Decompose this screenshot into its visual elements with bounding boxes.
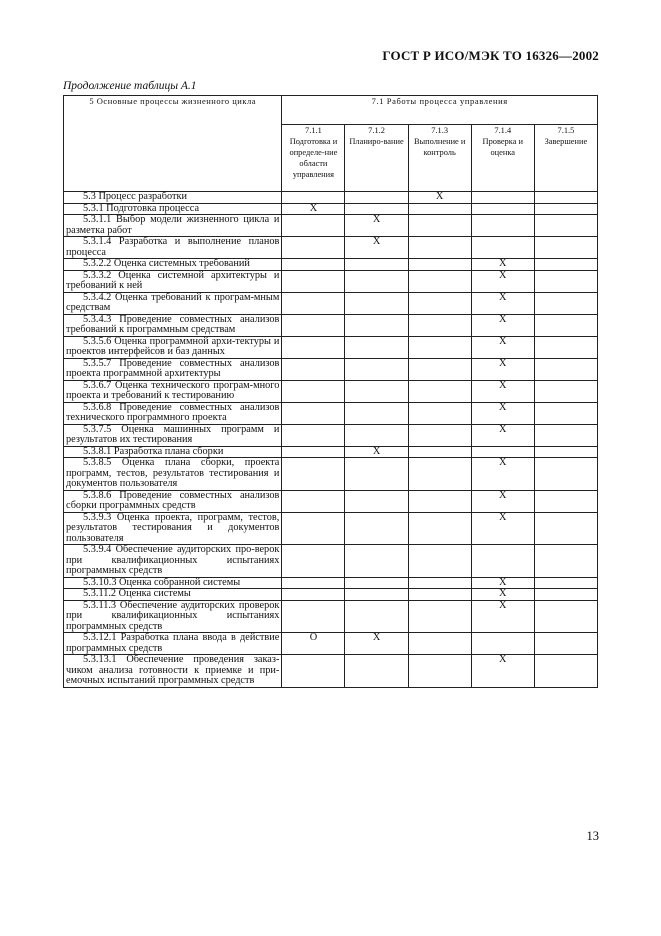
mark-cell: X [471, 259, 534, 271]
mark-cell: X [471, 490, 534, 512]
process-label: 5.3.8.1 Разработка плана сборки [64, 446, 282, 458]
mark-cell [282, 545, 345, 578]
table-row [64, 589, 598, 601]
process-label: 5.3.4.3 Проведение совместных анализов требований к программным средствам [64, 314, 282, 336]
activity-number: 7.1.2 [368, 126, 385, 135]
table-row [64, 336, 598, 358]
mark-cell [345, 270, 408, 292]
mark-cell: X [471, 600, 534, 633]
mark-cell [408, 633, 471, 655]
mark-cell [408, 490, 471, 512]
mark-cell [408, 512, 471, 545]
mark-cell: X [471, 292, 534, 314]
mark-cell [282, 380, 345, 402]
table-row [64, 490, 598, 512]
mark-cell [534, 458, 597, 491]
table-row [64, 259, 598, 271]
management-activities-header: 7.1 Работы процесса управления [282, 96, 598, 125]
mark-cell [534, 589, 597, 601]
mark-cell [534, 237, 597, 259]
mark-cell [345, 545, 408, 578]
mark-cell: X [471, 577, 534, 589]
mark-cell: X [471, 402, 534, 424]
table-row [64, 292, 598, 314]
mark-cell [345, 259, 408, 271]
mark-cell [282, 358, 345, 380]
mark-cell [282, 192, 345, 204]
mark-cell [534, 512, 597, 545]
process-label: 5.3.2.2 Оценка системных требований [64, 259, 282, 271]
mark-cell: X [345, 633, 408, 655]
mark-cell [345, 589, 408, 601]
mark-cell [534, 336, 597, 358]
mark-cell [534, 490, 597, 512]
mark-cell [534, 402, 597, 424]
process-label: 5.3.12.1 Разработка плана ввода в действие программных средств [64, 633, 282, 655]
mark-cell: X [471, 655, 534, 688]
mark-cell [534, 270, 597, 292]
mark-cell: X [471, 458, 534, 491]
mark-cell: X [471, 270, 534, 292]
mark-cell [408, 259, 471, 271]
mark-cell [282, 336, 345, 358]
process-label: 5.3 Процесс разработки [64, 192, 282, 204]
mark-cell [282, 270, 345, 292]
mark-cell [345, 336, 408, 358]
mark-cell [408, 600, 471, 633]
process-label: 5.3.1.1 Выбор модели жизненного цикла и разметка работ [64, 215, 282, 237]
mark-cell [534, 446, 597, 458]
mark-cell [471, 215, 534, 237]
table-row [64, 215, 598, 237]
activity-column-header [345, 125, 408, 192]
mark-cell: X [471, 336, 534, 358]
mark-cell [408, 545, 471, 578]
mark-cell [345, 490, 408, 512]
mark-cell [471, 446, 534, 458]
mark-cell [282, 600, 345, 633]
mark-cell [282, 314, 345, 336]
mark-cell [408, 655, 471, 688]
mark-cell [282, 237, 345, 259]
page-number: 13 [586, 829, 599, 843]
mark-cell [534, 314, 597, 336]
table-row [64, 512, 598, 545]
process-label: 5.3.9.4 Обеспечение аудиторских про-верок при квалификационных испытаниях программных средств [64, 545, 282, 578]
process-label: 5.3.6.8 Проведение совместных анализов технического программного проекта [64, 402, 282, 424]
table-row [64, 633, 598, 655]
process-label: 5.3.5.7 Проведение совместных анализов проекта программной архитектуры [64, 358, 282, 380]
process-label: 5.3.4.2 Оценка требований к програм-мным средствам [64, 292, 282, 314]
mark-cell [408, 458, 471, 491]
mark-cell [345, 358, 408, 380]
mark-cell [282, 655, 345, 688]
mark-cell [471, 237, 534, 259]
mark-cell: X [345, 446, 408, 458]
process-label: 5.3.13.1 Обеспечение проведения заказ-чиком анализа готовности к приемке и при-емочных испытаний программных средств [64, 655, 282, 688]
mark-cell [282, 577, 345, 589]
process-label: 5.3.3.2 Оценка системной архитектуры и требований к ней [64, 270, 282, 292]
process-column-header: 5 Основные процессы жизненного цикла [64, 96, 282, 192]
mark-cell [471, 203, 534, 215]
table-row [64, 655, 598, 688]
mark-cell [282, 512, 345, 545]
table-body [64, 192, 598, 688]
table-row [64, 270, 598, 292]
activity-column-header [282, 125, 345, 192]
mark-cell: X [471, 589, 534, 601]
mark-cell [408, 402, 471, 424]
mark-cell [345, 314, 408, 336]
table-row [64, 446, 598, 458]
mark-cell [282, 490, 345, 512]
mark-cell [534, 600, 597, 633]
mark-cell [408, 589, 471, 601]
mark-cell: X [345, 215, 408, 237]
process-label: 5.3.1 Подготовка процесса [64, 203, 282, 215]
mark-cell [471, 545, 534, 578]
activity-number: 7.1.1 [305, 126, 322, 135]
mark-cell [471, 192, 534, 204]
mark-cell [534, 424, 597, 446]
mark-cell [408, 446, 471, 458]
mark-cell [534, 633, 597, 655]
table-row [64, 600, 598, 633]
mark-cell [408, 336, 471, 358]
mark-cell [282, 446, 345, 458]
mark-cell [534, 192, 597, 204]
mark-cell [534, 292, 597, 314]
mark-cell [534, 545, 597, 578]
mark-cell [408, 292, 471, 314]
mark-cell: X [471, 380, 534, 402]
process-label: 5.3.5.6 Оценка программной архи-тектуры и проектов интерфейсов и баз данных [64, 336, 282, 358]
mark-cell [345, 402, 408, 424]
activity-column-header [534, 125, 597, 192]
mark-cell [534, 215, 597, 237]
process-label: 5.3.8.6 Проведение совместных анализов сборки программных средств [64, 490, 282, 512]
activity-title: Завершение [544, 137, 588, 146]
mark-cell [534, 577, 597, 589]
mark-cell [282, 292, 345, 314]
process-label: 5.3.10.3 Оценка собранной системы [64, 577, 282, 589]
activity-column-header [471, 125, 534, 192]
mark-cell [345, 458, 408, 491]
mark-cell [534, 358, 597, 380]
process-label: 5.3.11.3 Обеспечение аудиторских проверок при квалификационных испытаниях программных средств [64, 600, 282, 633]
table-row [64, 314, 598, 336]
standard-designation: ГОСТ Р ИСО/МЭК ТО 16326—2002 [382, 48, 599, 63]
mark-cell [408, 424, 471, 446]
mark-cell [534, 380, 597, 402]
table-row [64, 577, 598, 589]
mark-cell [408, 203, 471, 215]
table-row [64, 545, 598, 578]
mark-cell [282, 402, 345, 424]
mark-cell [345, 577, 408, 589]
mark-cell [408, 358, 471, 380]
mark-cell [282, 458, 345, 491]
activity-number: 7.1.3 [431, 126, 449, 135]
table-header [64, 96, 598, 192]
mark-cell [345, 600, 408, 633]
mark-cell [408, 270, 471, 292]
mark-cell [534, 203, 597, 215]
mark-cell [282, 424, 345, 446]
table-row [64, 380, 598, 402]
mark-cell: X [471, 358, 534, 380]
mark-cell: O [282, 633, 345, 655]
mark-cell [345, 192, 408, 204]
process-label: 5.3.8.5 Оценка плана сборки, проекта программ, тестов, результатов тестирования и документов пользователя [64, 458, 282, 491]
process-label: 5.3.1.4 Разработка и выполнение планов процесса [64, 237, 282, 259]
mark-cell: X [345, 237, 408, 259]
process-activities-table [63, 95, 598, 688]
activity-number: 7.1.5 [557, 126, 575, 135]
mark-cell: X [408, 192, 471, 204]
activity-title: Проверка и оценка [482, 137, 523, 157]
activity-title: Планиро-вание [349, 137, 404, 146]
mark-cell: X [282, 203, 345, 215]
mark-cell [345, 203, 408, 215]
mark-cell: X [471, 424, 534, 446]
activity-title: Подготовка и определе-ние области управления [289, 137, 338, 179]
table-row [64, 458, 598, 491]
process-label: 5.3.11.2 Оценка системы [64, 589, 282, 601]
mark-cell: X [471, 314, 534, 336]
table-row [64, 402, 598, 424]
mark-cell [408, 577, 471, 589]
table-continuation-caption: Продолжение таблицы А.1 [63, 80, 197, 92]
activity-title: Выполнение и контроль [413, 137, 466, 157]
table-row [64, 203, 598, 215]
mark-cell [471, 633, 534, 655]
mark-cell [345, 292, 408, 314]
mark-cell [282, 589, 345, 601]
activity-number: 7.1.4 [494, 126, 512, 135]
process-label: 5.3.9.3 Оценка проекта, программ, тестов, результатов тестирования и документов пользователя [64, 512, 282, 545]
mark-cell [282, 215, 345, 237]
mark-cell [408, 314, 471, 336]
mark-cell [408, 215, 471, 237]
activity-column-header [408, 125, 471, 192]
mark-cell [282, 259, 345, 271]
process-label: 5.3.6.7 Оценка технического програм-много проекта и требований к тестированию [64, 380, 282, 402]
mark-cell [534, 655, 597, 688]
mark-cell [345, 380, 408, 402]
mark-cell [408, 237, 471, 259]
mark-cell: X [471, 512, 534, 545]
mark-cell [534, 259, 597, 271]
mark-cell [345, 424, 408, 446]
table-row [64, 237, 598, 259]
mark-cell [408, 380, 471, 402]
table-row [64, 358, 598, 380]
mark-cell [345, 512, 408, 545]
process-label: 5.3.7.5 Оценка машинных программ и результатов их тестирования [64, 424, 282, 446]
table-row [64, 424, 598, 446]
mark-cell [345, 655, 408, 688]
table-row [64, 192, 598, 204]
